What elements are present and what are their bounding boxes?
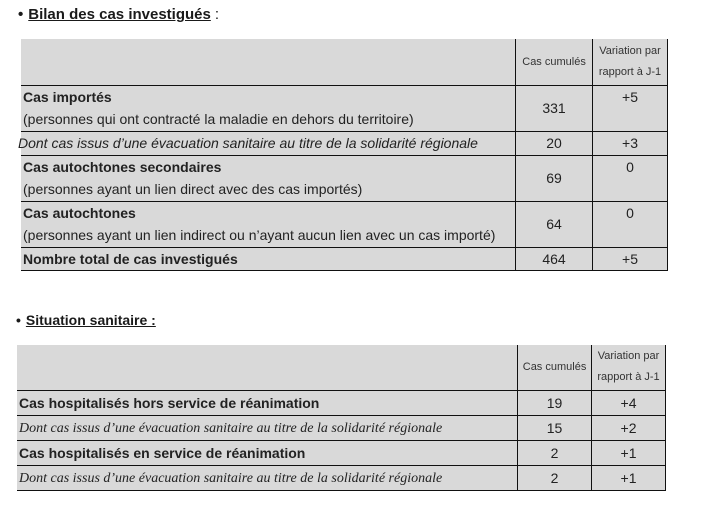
- row-label-cell: [21, 85, 516, 131]
- table-row: [17, 390, 666, 415]
- variation-value: +1: [592, 465, 666, 490]
- variation-value: +4: [592, 390, 666, 415]
- cumul-value: 464: [516, 247, 593, 270]
- table-row: [17, 440, 666, 465]
- table-row: [21, 131, 668, 155]
- table-row: [21, 201, 668, 247]
- bullet: •: [18, 6, 24, 23]
- row-label: Nombre total de cas investigués: [23, 250, 238, 267]
- header-cas-cumules: Cas cumulés: [516, 39, 593, 85]
- header-variation: Variation par rapport à J-1: [592, 345, 666, 390]
- section-heading-bilan: [18, 6, 219, 23]
- row-sublabel: (personnes qui ont contracté la maladie en dehors du territoire): [23, 111, 414, 127]
- row-label: Dont cas issus d’une évacuation sanitaire au titre de la solidarité régionale: [18, 135, 478, 151]
- variation-value: +5: [593, 85, 668, 131]
- table-row: [17, 415, 666, 440]
- row-label-cell: [17, 390, 518, 415]
- header-empty: [17, 345, 518, 390]
- row-label: Cas importés: [23, 89, 112, 105]
- section-title: Bilan des cas investigués: [28, 6, 211, 23]
- cumul-value: 2: [518, 440, 592, 465]
- variation-value: +3: [593, 131, 668, 155]
- row-sublabel: (personnes ayant un lien direct avec des cas importés): [23, 181, 363, 197]
- cumul-value: 331: [516, 85, 593, 131]
- row-label: Cas autochtones secondaires: [23, 159, 222, 175]
- situation-table: [17, 345, 666, 491]
- variation-value: 0: [593, 155, 668, 201]
- row-label-cell: [21, 201, 516, 247]
- variation-value: +2: [592, 415, 666, 440]
- variation-value: +5: [593, 247, 668, 270]
- row-label-cell: [21, 247, 516, 270]
- cumul-value: 19: [518, 390, 592, 415]
- section-heading-situation: [16, 312, 156, 328]
- header-empty: [21, 39, 516, 85]
- table-row: [21, 85, 668, 131]
- row-label-cell: [21, 155, 516, 201]
- cumul-value: 64: [516, 201, 593, 247]
- table-row: [17, 465, 666, 490]
- colon: :: [214, 6, 220, 23]
- cumul-value: 20: [516, 131, 593, 155]
- row-label: Dont cas issus d’une évacuation sanitaire au titre de la solidarité régionale: [19, 470, 443, 486]
- table-header-row: [17, 345, 666, 390]
- row-label-cell: [17, 415, 518, 440]
- row-label-cell: [17, 465, 518, 490]
- row-label: Cas autochtones: [23, 205, 136, 221]
- bullet: •: [16, 312, 21, 328]
- variation-value: 0: [593, 201, 668, 247]
- row-label: Dont cas issus d’une évacuation sanitaire au titre de la solidarité régionale: [19, 420, 443, 436]
- cumul-value: 15: [518, 415, 592, 440]
- row-label-cell: [17, 440, 518, 465]
- row-label-cell: [18, 131, 516, 155]
- cumul-value: 2: [518, 465, 592, 490]
- row-label: Cas hospitalisés hors service de réanimation: [19, 394, 320, 411]
- row-sublabel: (personnes ayant un lien indirect ou n’ayant aucun lien avec un cas importé): [23, 227, 496, 243]
- variation-value: +1: [592, 440, 666, 465]
- header-variation: Variation par rapport à J-1: [593, 39, 668, 85]
- cumul-value: 69: [516, 155, 593, 201]
- table-row: [21, 155, 668, 201]
- bilan-table: [18, 39, 668, 271]
- table-header-row: [21, 39, 668, 85]
- section-title: Situation sanitaire :: [25, 312, 156, 328]
- table-row-total: [21, 247, 668, 270]
- header-cas-cumules: Cas cumulés: [518, 345, 592, 390]
- row-label: Cas hospitalisés en service de réanimation: [19, 444, 306, 461]
